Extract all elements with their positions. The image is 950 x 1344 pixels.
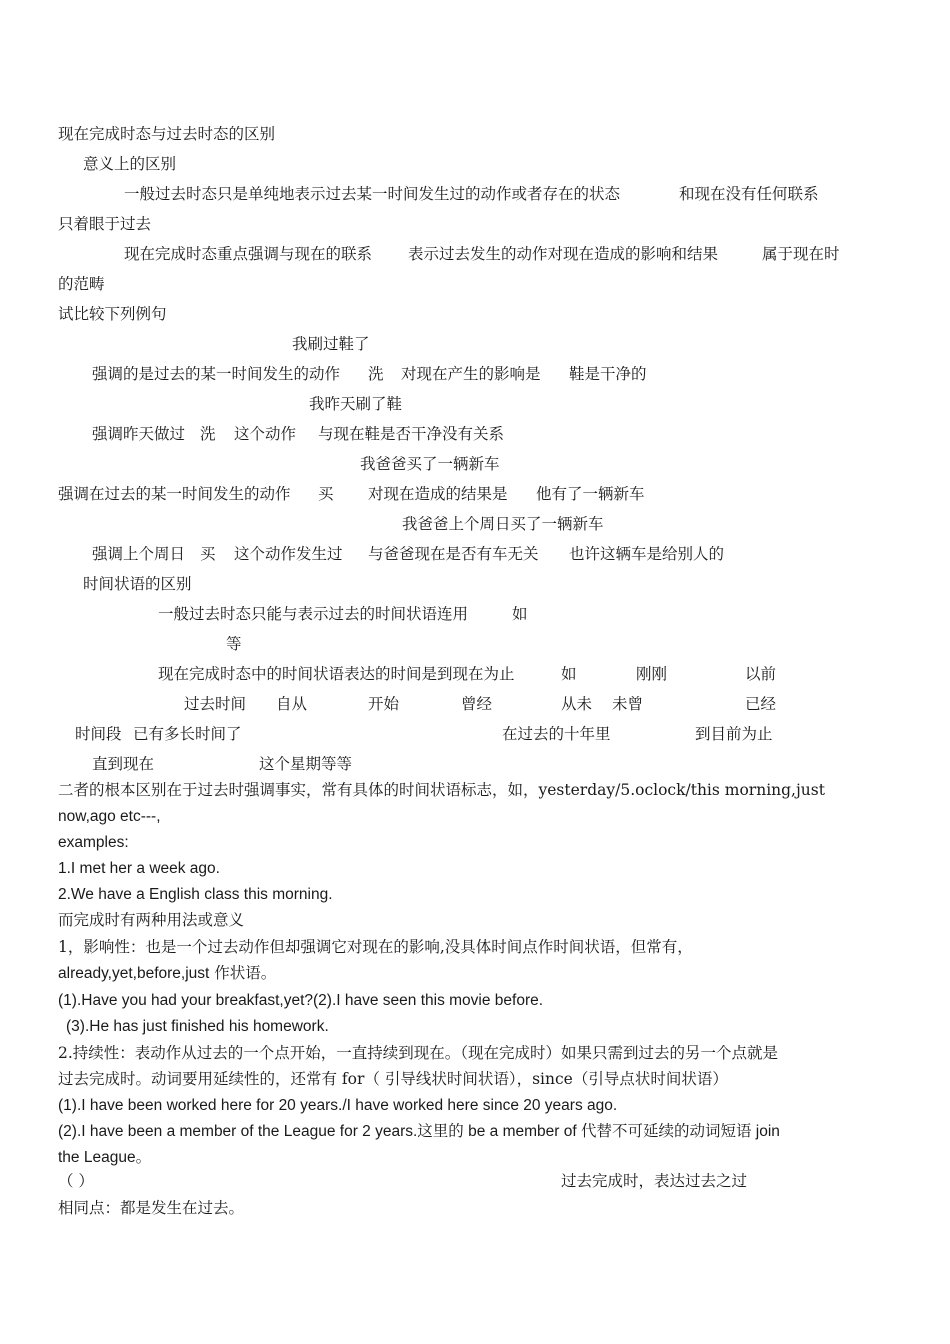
- example-sentence: 我爸爸买了一辆新车: [360, 455, 500, 473]
- text: 只着眼于过去: [58, 215, 152, 233]
- text: 过去完成时。动词要用延续性的，还常有 for（ 引导线状时间状语），since（引导点状时间状语）: [58, 1070, 728, 1088]
- text: 以前: [745, 665, 777, 683]
- text: 而完成时有两种用法或意义: [58, 911, 245, 929]
- text: 属于现在时: [762, 245, 840, 263]
- text: 已经: [745, 695, 777, 713]
- text: 现在完成时态中的时间状语表达的时间是到现在为止: [158, 665, 515, 683]
- text: 如: [561, 665, 577, 683]
- text: 这个动作发生过: [234, 545, 343, 563]
- page-title: 现在完成时态与过去时态的区别: [58, 125, 276, 143]
- text: 鞋是干净的: [569, 365, 647, 383]
- text: 对现在造成的结果是: [368, 485, 508, 503]
- text: 过去时间: [184, 695, 247, 713]
- text: 如: [512, 605, 528, 623]
- text: 等: [226, 635, 242, 653]
- text: 洗: [200, 425, 216, 443]
- text: 已有多长时间了: [133, 725, 242, 743]
- example-item: (1).Have you had your breakfast,yet?(2).I have seen this movie before.: [58, 992, 544, 1009]
- text: 自从: [276, 695, 308, 713]
- examples-label: examples:: [58, 834, 129, 851]
- text: 一般过去时态只是单纯地表示过去某一时间发生过的动作或者存在的状态: [124, 185, 621, 203]
- example-item: 1.I met her a week ago.: [58, 860, 220, 877]
- section-heading-meaning: 意义上的区别: [83, 155, 177, 173]
- text: 的范畴: [58, 275, 105, 293]
- example-item: 2.We have a English class this morning.: [58, 886, 333, 903]
- text: 作状语。: [209, 964, 277, 982]
- text: [58, 963, 276, 984]
- example-item: (1).I have been worked here for 20 years./I have worked here since 20 years ago.: [58, 1097, 618, 1114]
- text: 1，影响性：也是一个过去动作但却强调它对现在的影响,没具体时间点作时间状语，但常有，: [58, 938, 693, 956]
- text: 开始: [368, 695, 400, 713]
- text: 强调昨天做过: [92, 425, 186, 443]
- text: 曾经: [461, 695, 493, 713]
- example-sentence: 我昨天刷了鞋: [309, 395, 403, 413]
- text: 到目前为止: [695, 725, 773, 743]
- text: 时间段: [75, 725, 122, 743]
- text: 相同点：都是发生在过去。: [58, 1199, 245, 1217]
- text: 刚刚: [636, 665, 668, 683]
- text: 强调在过去的某一时间发生的动作: [58, 485, 291, 503]
- text: already,yet,before,just: [58, 965, 210, 982]
- summary-line: 二者的根本区别在于过去时强调事实，常有具体的时间状语标志，如，yesterday/5.oclock/this morning,just: [58, 781, 825, 799]
- text: 表示过去发生的动作对现在造成的影响和结果: [408, 245, 719, 263]
- text: 与现在鞋是否干净没有关系: [318, 425, 505, 443]
- section-heading-adverbials: 时间状语的区别: [83, 575, 192, 593]
- text: 直到现在: [92, 755, 155, 773]
- example-item: (3).He has just finished his homework.: [66, 1018, 329, 1035]
- text: 2.持续性：表动作从过去的一个点开始，一直持续到现在。（现在完成时）如果只需到过去的另一个点就是: [58, 1044, 779, 1062]
- text: 强调的是过去的某一时间发生的动作: [92, 365, 341, 383]
- text: 这个星期等等: [259, 755, 353, 773]
- text: 从未: [561, 695, 593, 713]
- text: 过去完成时，表达过去之过: [561, 1172, 748, 1190]
- text: 也许这辆车是给别人的: [569, 545, 725, 563]
- text: 买: [318, 485, 334, 503]
- text: 买: [200, 545, 216, 563]
- text: 强调上个周日: [92, 545, 186, 563]
- text: 他有了一辆新车: [536, 485, 645, 503]
- text: 现在完成时态重点强调与现在的联系: [124, 245, 373, 263]
- text: 一般过去时态只能与表示过去的时间状语连用: [158, 605, 469, 623]
- text: 对现在产生的影响是: [401, 365, 541, 383]
- compare-intro: 试比较下列例句: [58, 305, 167, 323]
- text: （ ）: [58, 1172, 94, 1190]
- example-item: the League。: [58, 1149, 152, 1166]
- text: 洗: [368, 365, 384, 383]
- text: 这个动作: [234, 425, 297, 443]
- text: 未曾: [612, 695, 644, 713]
- text: 和现在没有任何联系: [679, 185, 819, 203]
- example-sentence: 我爸爸上个周日买了一辆新车: [402, 515, 604, 533]
- summary-line: now,ago etc---,: [58, 808, 161, 825]
- example-item: (2).I have been a member of the League for 2 years.这里的 be a member of 代替不可延续的动词短语 join: [58, 1123, 780, 1140]
- text: 在过去的十年里: [502, 725, 611, 743]
- text: 与爸爸现在是否有车无关: [368, 545, 539, 563]
- example-sentence: 我刷过鞋了: [292, 335, 370, 353]
